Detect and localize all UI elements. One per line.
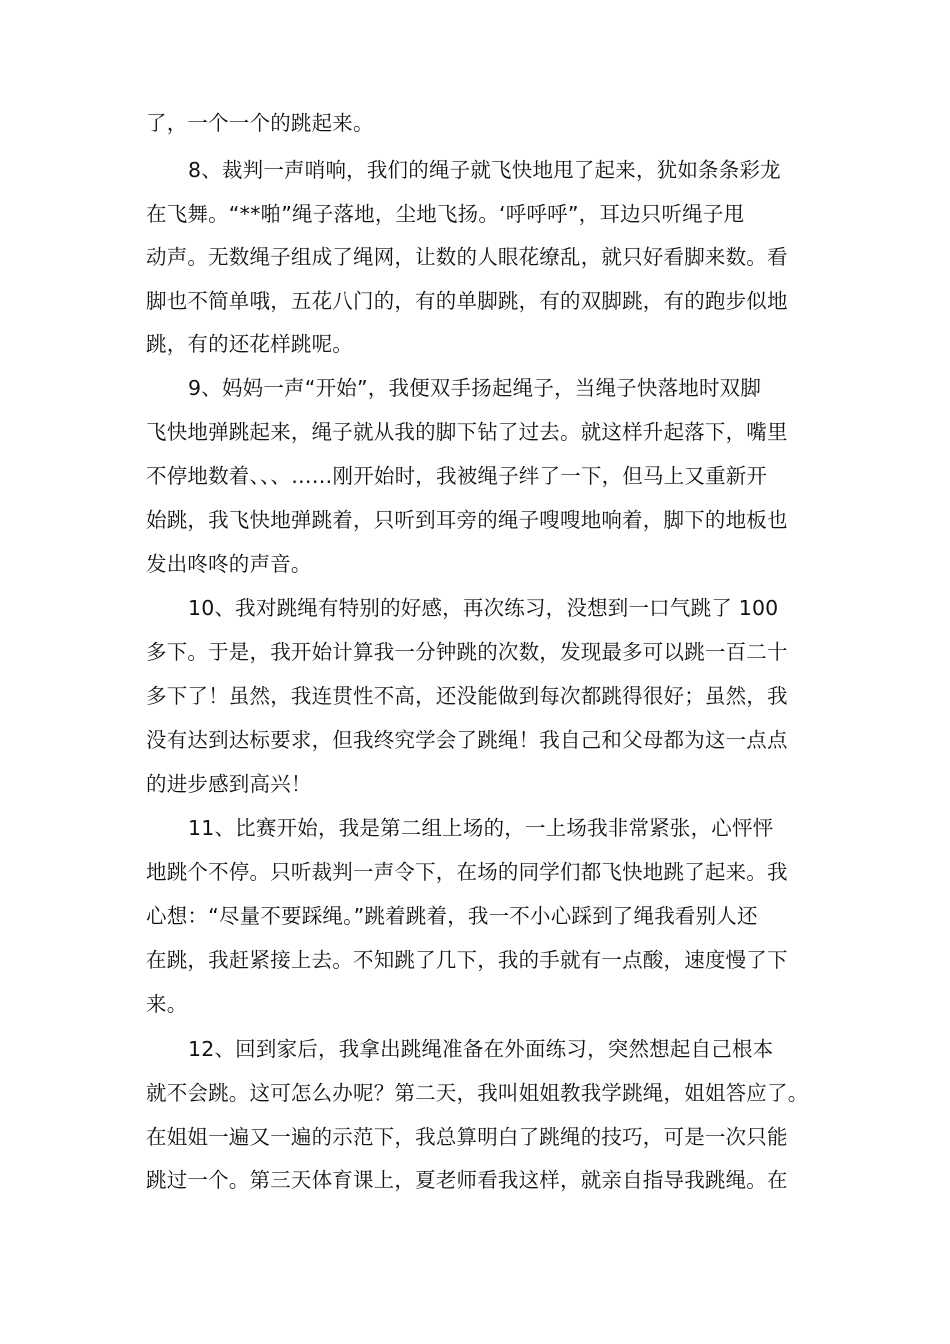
text-line: 不停地数着、、、……刚开始时，我被绳子绊了一下，但马上又重新开 [146, 464, 768, 488]
text-line: 跳，有的还花样跳呢。 [146, 332, 353, 356]
text-line: 跳过一个。第三天体育课上，夏老师看我这样，就亲自指导我跳绳。在 [146, 1168, 788, 1192]
text-line: 在跳，我赶紧接上去。不知跳了几下，我的手就有一点酸，速度慢了下 [146, 948, 788, 972]
text-line: 在姐姐一遍又一遍的示范下，我总算明白了跳绳的技巧，可是一次只能 [146, 1125, 788, 1149]
paragraph-9-line: 9、妈妈一声“开始”，我便双手扬起绳子，当绳子快落地时双脚 [188, 376, 762, 400]
text-line: 来。 [146, 992, 188, 1016]
text-line: 没有达到达标要求，但我终究学会了跳绳！我自己和父母都为这一点点 [146, 728, 788, 752]
text-line: 多下了！虽然，我连贯性不高，还没能做到每次都跳得很好；虽然，我 [146, 684, 788, 708]
paragraph-8-line: 8、裁判一声哨响，我们的绳子就飞快地甩了起来，犹如条条彩龙 [188, 158, 781, 182]
text-line: 飞快地弹跳起来，绳子就从我的脚下钻了过去。就这样升起落下，嘴里 [146, 420, 788, 444]
text-line: 就不会跳。这可怎么办呢？第二天，我叫姐姐教我学跳绳，姐姐答应了。 [146, 1081, 809, 1105]
text-line: 了，一个一个的跳起来。 [146, 111, 374, 135]
text-line: 多下。于是，我开始计算我一分钟跳的次数，发现最多可以跳一百二十 [146, 640, 788, 664]
paragraph-11-line: 11、比赛开始，我是第二组上场的，一上场我非常紧张，心怦怦 [188, 816, 774, 840]
paragraph-10-line: 10、我对跳绳有特别的好感，再次练习，没想到一口气跳了 100 [188, 596, 779, 620]
text-line: 在飞舞。“**啪”绳子落地，尘地飞扬。‘呼呼呼”，耳边只听绳子甩 [146, 202, 745, 226]
text-line: 始跳，我飞快地弹跳着，只听到耳旁的绳子嗖嗖地响着，脚下的地板也 [146, 508, 788, 532]
text-line: 发出咚咚的声音。 [146, 552, 312, 576]
paragraph-12-line: 12、回到家后，我拿出跳绳准备在外面练习，突然想起自己根本 [188, 1037, 774, 1061]
text-line: 动声。无数绳子组成了绳网，让数的人眼花缭乱，就只好看脚来数。看 [146, 245, 788, 269]
text-line: 地跳个不停。只听裁判一声令下，在场的同学们都飞快地跳了起来。我 [146, 860, 788, 884]
text-line: 的进步感到高兴！ [146, 772, 312, 796]
text-line: 心想：“尽量不要踩绳。”跳着跳着，我一不小心踩到了绳我看别人还 [146, 904, 758, 928]
text-line: 脚也不简单哦，五花八门的，有的单脚跳，有的双脚跳，有的跑步似地 [146, 289, 788, 313]
